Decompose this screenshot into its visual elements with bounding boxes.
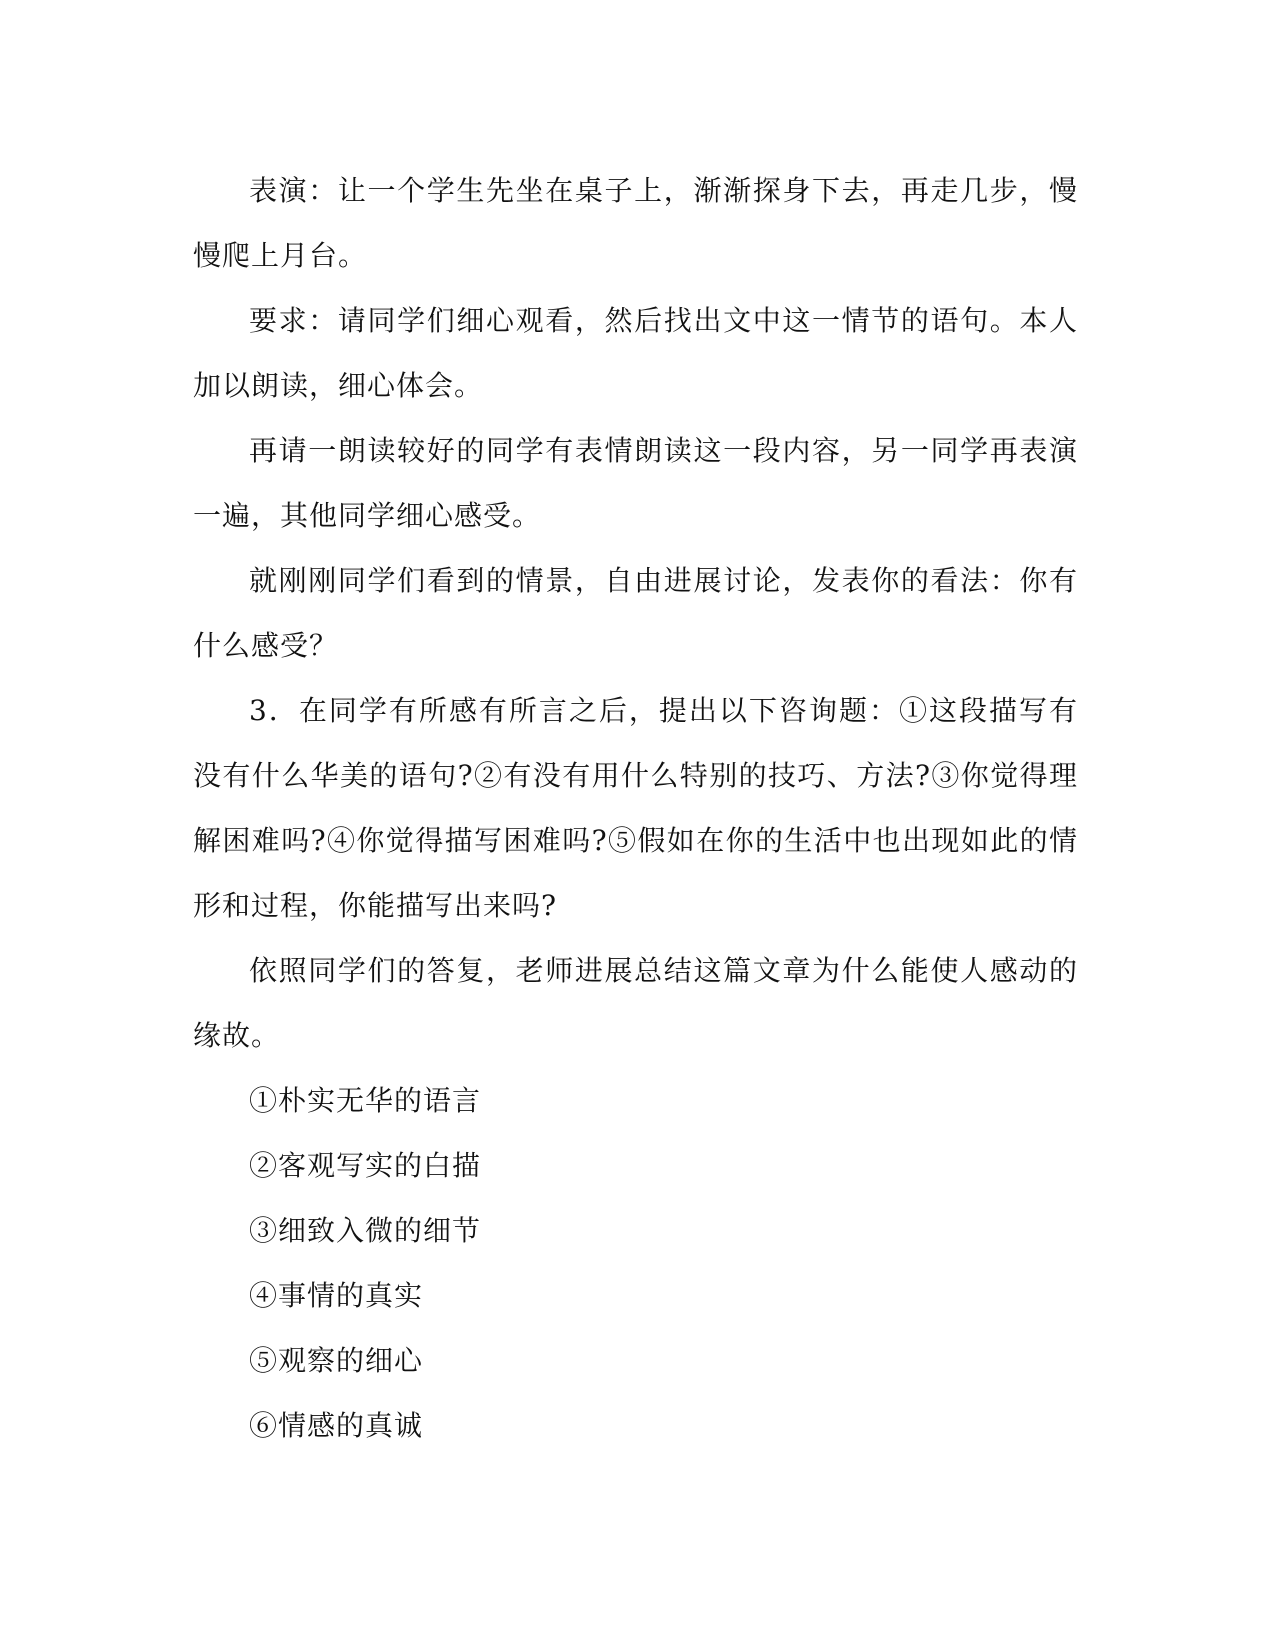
paragraph-discussion: 就刚刚同学们看到的情景，自由进展讨论，发表你的看法：你有什么感受？ <box>193 564 1078 662</box>
list-item: ⑥情感的真诚 <box>249 1409 424 1442</box>
paragraph-requirement: 要求：请同学们细心观看，然后找出文中这一情节的语句。本人加以朗读，细心体会。 <box>193 304 1078 402</box>
paragraph-summary: 依照同学们的答复，老师进展总结这篇文章为什么能使人感动的缘故。 <box>193 954 1078 1052</box>
list-item: ④事情的真实 <box>249 1279 424 1312</box>
list-item: ②客观写实的白描 <box>249 1149 482 1182</box>
document-body <box>193 158 1078 1458</box>
paragraph-reread: 再请一朗读较好的同学有表情朗读这一段内容，另一同学再表演一遍，其他同学细心感受。 <box>193 434 1078 532</box>
paragraph-questions: 3．在同学有所感有所言之后，提出以下咨询题：①这段描写有没有什么华美的语句?②有没有用什么特别的技巧、方法?③你觉得理解困难吗?④你觉得描写困难吗?⑤假如在你的生活中也出现如此的情形和过程，你能描写出来吗? <box>193 694 1078 922</box>
list-item: ⑤观察的细心 <box>249 1344 424 1377</box>
list-item: ①朴实无华的语言 <box>249 1084 482 1117</box>
list-item: ③细致入微的细节 <box>249 1214 482 1247</box>
paragraph-performance: 表演：让一个学生先坐在桌子上，渐渐探身下去，再走几步，慢慢爬上月台。 <box>193 174 1078 272</box>
